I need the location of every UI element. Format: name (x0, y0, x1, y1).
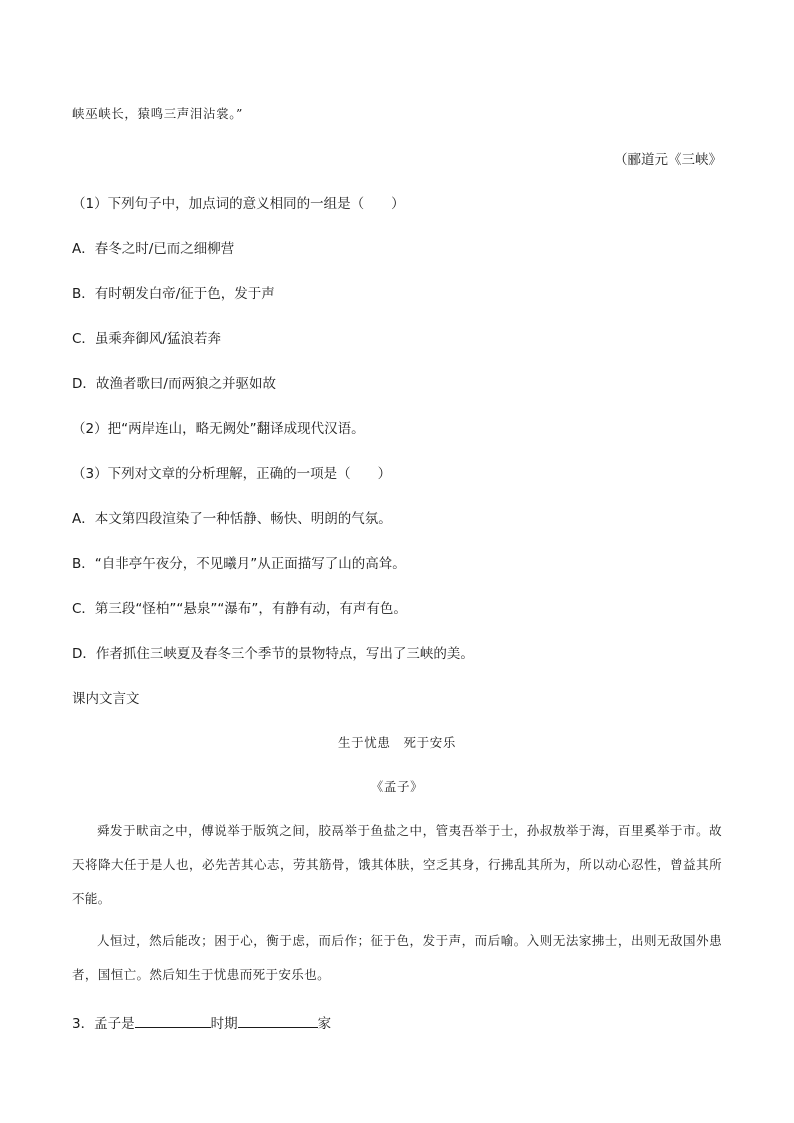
question-1-option-c: C．虽乘奔御风/猛浪若奔 (72, 331, 221, 347)
text-paragraph-2: 人恒过，然后能改；困于心，衡于虑，而后作；征于色，发于声，而后喻。入则无法家拂士，出则无敌国外患者，国恒亡。然后知生于忧患而死于安乐也。 (72, 933, 722, 982)
text-paragraph-1: 舜发于畎亩之中，傅说举于版筑之间，胶鬲举于鱼盐之中，管夷吾举于士，孙叔敖举于海，百里奚举于市。故天将降大任于是人也，必先苦其心志，劳其筋骨，饿其体肤，空乏其身，行拂乱其所为，所以动心忍性，曾益其所不能。 (72, 823, 722, 906)
passage-tail: 峡巫峡长，猿鸣三声泪沾裳。” (72, 106, 244, 121)
source-citation: （郦道元《三峡》 (614, 152, 722, 168)
question-1-option-a: A．春冬之时/已而之细柳营 (72, 241, 235, 257)
question-3-option-b: B．“自非亭午夜分，不见曦月”从正面描写了山的高耸。 (72, 556, 406, 572)
q3-part-1: 3．孟子是 (72, 1016, 135, 1032)
answer-blank-2[interactable] (238, 1013, 318, 1028)
q3-part-2: 时期 (210, 1016, 238, 1032)
question-1-option-b: B．有时朝发白帝/征于色，发于声 (72, 286, 275, 302)
q3-part-3: 家 (317, 1016, 332, 1032)
question-1-stem: （1）下列句子中，加点词的意义相同的一组是（ ） (72, 196, 405, 212)
question-3-option-d: D．作者抓住三峡夏及春冬三个季节的景物特点，写出了三峡的美。 (72, 646, 474, 662)
question-3-fill-in (72, 1012, 331, 1032)
question-3-stem: （3）下列对文章的分析理解，正确的一项是（ ） (72, 466, 392, 482)
section-title: 课内文言文 (72, 691, 140, 707)
question-3-option-c: C．第三段“怪柏”“悬泉”“瀑布”，有静有动，有声有色。 (72, 601, 407, 617)
text-author: 《孟子》 (370, 779, 424, 794)
text-title: 生于忧患 死于安乐 (338, 735, 456, 750)
question-1-option-d: D．故渔者歌曰/而两狼之并驱如故 (72, 376, 276, 392)
question-2-stem: （2）把“两岸连山，略无阙处”翻译成现代汉语。 (72, 421, 365, 437)
question-3-option-a: A．本文第四段渲染了一种恬静、畅快、明朗的气氛。 (72, 511, 392, 527)
answer-blank-1[interactable] (135, 1013, 211, 1028)
